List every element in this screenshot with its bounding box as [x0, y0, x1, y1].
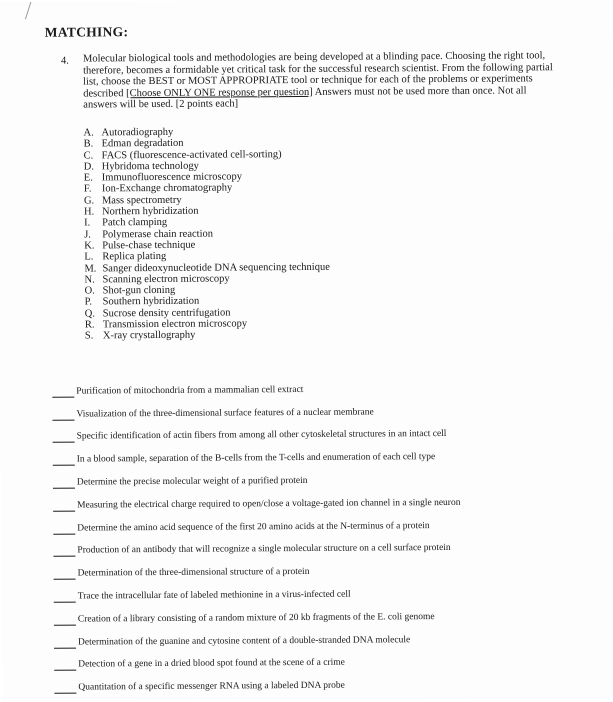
pen-mark: [25, 2, 33, 20]
option-letter: D.: [83, 161, 94, 173]
option-letter: K.: [84, 240, 95, 252]
option-letter: R.: [84, 319, 95, 331]
answer-blank[interactable]: [54, 647, 76, 648]
option-text: Sucrose density centrifugation: [102, 307, 231, 320]
option-text: Scanning electron microscopy: [102, 273, 230, 286]
option-letter: H.: [83, 206, 95, 218]
option-text: Transmission electron microscopy: [102, 318, 248, 331]
answer-blank[interactable]: [52, 396, 74, 397]
answer-blank[interactable]: [54, 624, 76, 625]
option-letter: E.: [83, 172, 93, 184]
answer-blank[interactable]: [53, 510, 75, 511]
matching-item: [54, 580, 462, 606]
matching-item: [53, 534, 461, 560]
option-letter: C.: [83, 150, 94, 162]
matching-item: [54, 671, 462, 697]
option-text: Autoradiography: [101, 126, 174, 139]
option-item: [84, 261, 330, 274]
option-text: FACS (fluorescence-activated cell-sorting): [101, 148, 282, 161]
option-letter: N.: [84, 274, 95, 286]
option-text: Edman degradation: [101, 138, 184, 150]
option-letter: G.: [83, 195, 95, 207]
matching-item: [53, 466, 461, 492]
option-text: Pulse-chase technique: [102, 239, 196, 252]
matching-prompt: Purification of mitochondria from a mammalian cell extract: [76, 384, 304, 397]
matching-prompt: Detection of a gene in a dried blood spot found at the scene of a crime: [78, 658, 345, 670]
answer-options-list: [83, 126, 330, 342]
option-text: Replica plating: [102, 251, 167, 263]
section-title: MATCHING:: [44, 24, 129, 40]
matching-prompt: Determine the precise molecular weight of a purified protein: [76, 475, 308, 488]
question-number: 4.: [60, 55, 69, 67]
matching-item: [54, 603, 462, 629]
option-letter: L.: [84, 251, 94, 263]
option-letter: Q.: [84, 308, 95, 320]
answer-blank[interactable]: [53, 465, 75, 466]
option-letter: A.: [83, 127, 94, 139]
answer-blank[interactable]: [54, 693, 76, 694]
answer-blank[interactable]: [52, 419, 74, 420]
answer-blank[interactable]: [54, 579, 76, 580]
matching-item: [52, 375, 460, 401]
answer-blank[interactable]: [53, 533, 75, 534]
matching-prompt: Determination of the guanine and cytosine content of a double-stranded DNA molecule: [77, 634, 411, 648]
matching-prompt: Trace the intracellular fate of labeled methionine in a virus-infected cell: [77, 589, 351, 602]
option-text: Northern hybridization: [101, 205, 199, 218]
option-letter: B.: [83, 138, 94, 150]
answer-blank[interactable]: [53, 488, 75, 489]
option-text: Shot-gun cloning: [102, 285, 176, 297]
option-text: Sanger dideoxynucleotide DNA sequencing technique: [102, 261, 330, 274]
option-text: X-ray crystallography: [102, 330, 196, 342]
option-text: Patch clamping: [102, 217, 168, 229]
answer-blank[interactable]: [54, 602, 76, 603]
answer-blank[interactable]: [54, 670, 76, 671]
matching-item: [53, 443, 461, 469]
matching-prompt: Creation of a library consisting of a random mixture of 20 kb fragments of the E. coli genome: [77, 611, 435, 625]
option-letter: I.: [84, 217, 91, 229]
matching-item: [54, 626, 462, 652]
matching-item: [54, 648, 462, 674]
instructions-underlined-text: [Choose ONLY ONE response per question]: [126, 86, 313, 99]
matching-prompt: In a blood sample, separation of the B-cells from the T-cells and enumeration of each cell type: [76, 452, 436, 465]
option-letter: F.: [83, 183, 92, 195]
option-item: [85, 329, 331, 342]
option-letter: M.: [84, 262, 97, 275]
matching-items-list: [52, 375, 462, 697]
matching-item: [53, 557, 461, 583]
matching-prompt: Visualization of the three-dimensional surface features of a nuclear membrane: [76, 407, 374, 420]
question-instructions: [83, 50, 553, 111]
answer-blank[interactable]: [53, 556, 75, 557]
option-text: Polymerase chain reaction: [102, 228, 214, 241]
matching-item: [53, 512, 461, 538]
matching-prompt: Production of an antibody that will recognize a single molecular structure on a cell surface protein: [77, 543, 451, 556]
matching-item: [53, 489, 461, 515]
option-letter: J.: [84, 229, 91, 241]
matching-prompt: Determination of the three-dimensional structure of a protein: [77, 567, 310, 579]
option-letter: S.: [84, 330, 94, 342]
matching-prompt: Measuring the electrical charge required to open/close a voltage-gated ion channel in a single neuron: [77, 497, 461, 511]
option-text: Southern hybridization: [102, 296, 200, 308]
option-text: Ion-Exchange chromatography: [101, 182, 233, 195]
instructions-text-part1: Molecular biological tools and methodologies are being developed at a blinding pace. Choosing the right tool, therefore, becomes a formidable yet critical task for the successful research scientist. From the following partial list, choose the BEST or MOST APPROPRIATE tool or technique for each of the problems or experiments described: [82, 50, 553, 100]
matching-prompt: Specific identification of actin fibers from among all other cytoskeletal structures in an intact cell: [76, 429, 447, 442]
option-letter: P.: [84, 296, 93, 308]
option-text: Mass spectrometry: [101, 194, 182, 207]
matching-item: [52, 398, 460, 424]
matching-item: [53, 420, 461, 446]
option-text: Immunofluorescence microscopy: [101, 171, 243, 184]
matching-prompt: Determine the amino acid sequence of the first 20 amino acids at the N-terminus of a protein: [77, 520, 430, 534]
option-letter: O.: [84, 285, 95, 297]
matching-prompt: Quantitation of a specific messenger RNA using a labeled DNA probe: [78, 680, 345, 693]
instructions-text-part2: Answers must not be used more than once. Not all answers will be used. [2 points each]: [83, 85, 527, 111]
answer-blank[interactable]: [53, 442, 75, 443]
option-text: Hybridoma technology: [101, 160, 199, 173]
